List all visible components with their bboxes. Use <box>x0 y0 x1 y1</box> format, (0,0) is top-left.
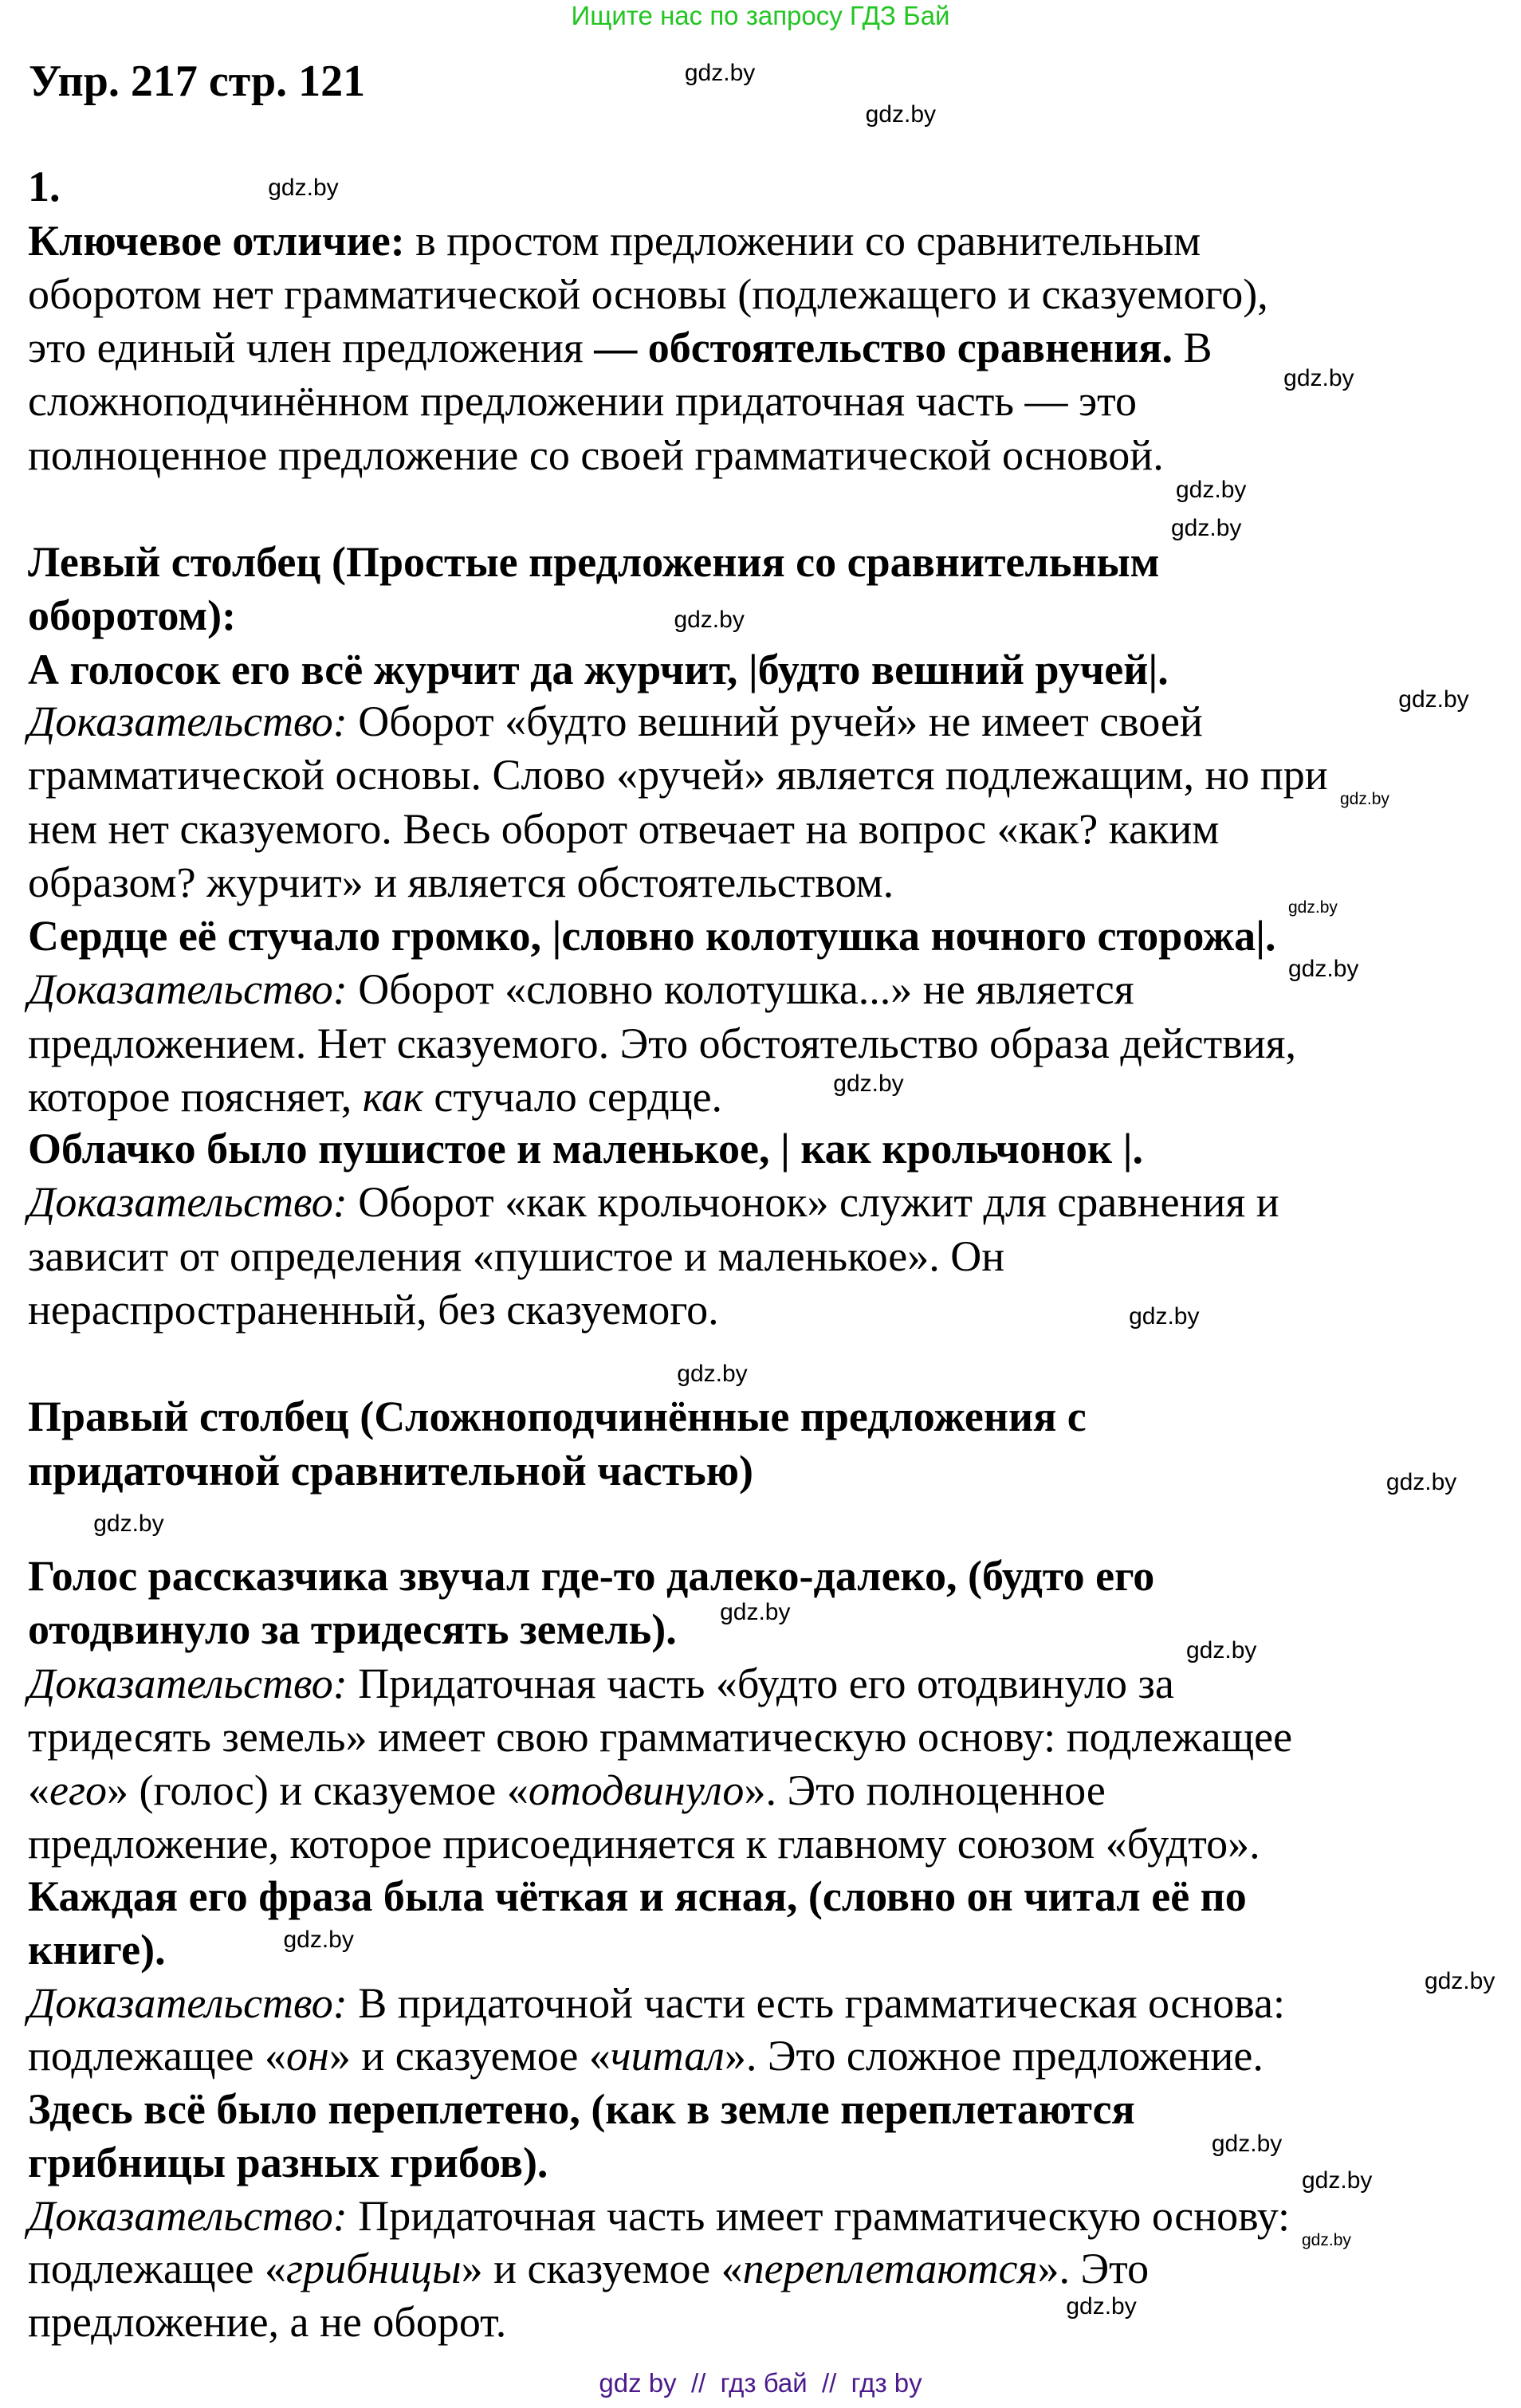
watermark-text: gdz.by <box>684 60 756 86</box>
text: образом? журчит» и является обстоятельством. <box>28 858 894 906</box>
bold-text: Сердце её стучало громко, |словно колотушка ночного сторожа|. <box>28 912 1276 960</box>
watermark-text: gdz.by <box>677 1361 748 1387</box>
text-line <box>28 378 1137 424</box>
top-search-banner[interactable]: Ищите нас по запросу ГДЗ Бай <box>571 1 950 30</box>
italic-text: Доказательство: <box>28 965 348 1014</box>
italic-text: читал <box>610 2031 725 2080</box>
text-line <box>28 432 1164 478</box>
text: которое поясняет, <box>28 1072 363 1121</box>
bold-text: книге). <box>28 1926 166 1974</box>
text-line <box>28 271 1268 317</box>
text: полноценное предложение со своей грамматической основой. <box>28 430 1164 479</box>
text-line <box>28 913 1276 959</box>
watermark-text: gdz.by <box>865 101 936 128</box>
text-line <box>28 163 61 210</box>
text: тридесять земель» имеет свою грамматическую основу: подлежащее <box>28 1712 1293 1761</box>
text: грамматической основы. Слово «ручей» является подлежащим, но при <box>28 751 1328 799</box>
text-line <box>28 1714 1292 1760</box>
watermark-text: gdz.by <box>1288 956 1359 982</box>
italic-text: Доказательство: <box>28 1979 348 2028</box>
italic-text: Доказательство: <box>28 697 348 745</box>
text-line <box>28 1125 1143 1172</box>
text: нераспространенный, без сказуемого. <box>28 1285 719 1334</box>
text-line <box>28 1821 1260 1867</box>
text: стучало сердце. <box>422 1072 723 1121</box>
text: ». Это сложное предложение. <box>724 2031 1264 2080</box>
text: сложноподчинённом предложении придаточная часть — это <box>28 377 1138 426</box>
watermark-text: gdz.by <box>1129 1303 1200 1330</box>
text-line <box>28 218 1201 264</box>
text-line <box>28 1767 1106 1813</box>
text-line <box>28 806 1219 852</box>
watermark-text: gdz.by <box>1176 477 1247 503</box>
bold-text: 1. <box>28 163 61 211</box>
text-line <box>28 1393 1087 1440</box>
text: нем нет сказуемого. Весь оборот отвечает на вопрос «как? каким <box>28 804 1220 853</box>
bold-text: Голос рассказчика звучал где-то далеко-далеко, (будто его <box>28 1552 1155 1601</box>
watermark-text: gdz.by <box>268 175 339 201</box>
text-line <box>28 1020 1296 1067</box>
text: подлежащее « <box>28 2031 287 2080</box>
text: это единый член предложения <box>28 324 595 372</box>
bold-text: Здесь всё было переплетено, (как в земле переплетаются <box>28 2084 1135 2133</box>
text-line <box>28 2193 1290 2239</box>
text: В <box>1172 324 1212 372</box>
text: » (голос) и сказуемое « <box>107 1766 529 1815</box>
text: Оборот «как крольчонок» служит для сравнения и <box>347 1178 1279 1227</box>
text-line <box>28 2299 506 2345</box>
watermark-text: gdz.by <box>1340 790 1389 808</box>
watermark-text: gdz.by <box>1302 2167 1373 2194</box>
bold-text: Левый столбец (Простые предложения со сравнительным <box>28 538 1160 587</box>
bold-text: А голосок его всё журчит да журчит, |будто вешний ручей|. <box>28 645 1169 693</box>
text: оборотом нет грамматической основы (подлежащего и сказуемого), <box>28 269 1268 318</box>
text-line <box>28 2245 1149 2292</box>
bold-text: отодвинуло за тридесять земель). <box>28 1605 677 1654</box>
text-line <box>28 859 894 905</box>
text-line <box>28 592 236 638</box>
italic-text: грибницы <box>286 2244 462 2292</box>
italic-text: Доказательство: <box>28 1659 348 1707</box>
text: предложением. Нет сказуемого. Это обстоятельство образа действия, <box>28 1019 1296 1067</box>
watermark-text: gdz.by <box>833 1070 904 1097</box>
text-line <box>28 2086 1135 2132</box>
italic-text: отодвинуло <box>528 1766 745 1815</box>
text-line <box>28 1927 166 1973</box>
text-line <box>28 1606 677 1652</box>
text-line <box>28 1179 1279 1225</box>
text: предложение, а не оборот. <box>28 2297 507 2346</box>
text-line <box>28 698 1203 744</box>
text: Оборот «будто вешний ручей» не имеет своей <box>347 697 1203 745</box>
watermark-text: gdz.by <box>1398 686 1469 713</box>
watermark-text: gdz.by <box>1186 1637 1257 1664</box>
text-line <box>28 1980 1285 2026</box>
bold-text: — обстоятельство сравнения. <box>594 324 1173 372</box>
text-line <box>28 539 1159 585</box>
text: подлежащее « <box>28 2244 287 2292</box>
text: В придаточной части есть грамматическая основа: <box>347 1979 1285 2028</box>
watermark-text: gdz.by <box>1302 2231 1351 2249</box>
bold-text: Ключевое отличие: <box>28 216 405 265</box>
text: Придаточная часть «будто его отодвинуло за <box>347 1659 1174 1707</box>
bold-text: придаточной сравнительной частью) <box>28 1446 753 1495</box>
watermark-text: gdz.by <box>93 1510 164 1537</box>
text: « <box>28 1766 49 1815</box>
watermark-text: gdz.by <box>283 1927 354 1953</box>
italic-text: переплетаются <box>742 2244 1038 2292</box>
text: в простом предложении со сравнительным <box>404 216 1201 265</box>
bold-text: Правый столбец (Сложноподчинённые предложения с <box>28 1393 1087 1441</box>
text-line <box>28 1873 1247 1919</box>
bold-text: грибницы разных грибов). <box>28 2139 548 2187</box>
text-line <box>28 1233 1004 1279</box>
bold-text: оборотом): <box>28 591 237 640</box>
text-line <box>28 752 1328 798</box>
text-line <box>28 1660 1174 1707</box>
bold-text: Облачко было пушистое и маленькое, | как крольчонок |. <box>28 1125 1144 1173</box>
text: Оборот «словно колотушка...» не является <box>347 965 1134 1014</box>
italic-text: как <box>362 1072 423 1121</box>
text: » и сказуемое « <box>461 2244 743 2292</box>
text-line <box>28 2139 548 2186</box>
watermark-text: gdz.by <box>1283 365 1354 391</box>
text-line <box>28 1553 1154 1599</box>
italic-text: его <box>49 1766 108 1815</box>
text-line <box>28 966 1134 1012</box>
watermark-text: gdz.by <box>674 607 745 633</box>
text-line <box>28 2033 1264 2079</box>
text-line <box>28 1074 722 1120</box>
text-line <box>28 1448 753 1494</box>
italic-text: Доказательство: <box>28 2192 348 2241</box>
text: Придаточная часть имеет грамматическую основу: <box>347 2192 1291 2241</box>
text: зависит от определения «пушистое и маленькое». Он <box>28 1231 1005 1280</box>
watermark-text: gdz.by <box>1211 2131 1283 2157</box>
page-title: Упр. 217 стр. 121 <box>29 57 366 106</box>
bottom-site-banner[interactable]: gdz by // гдз бай // гдз by <box>599 2368 922 2398</box>
watermark-text: gdz.by <box>1171 515 1242 541</box>
text: ». Это <box>1037 2244 1150 2292</box>
bold-text: Каждая его фраза была чёткая и ясная, (словно он читал её по <box>28 1872 1247 1920</box>
text: » и сказуемое « <box>328 2031 611 2080</box>
italic-text: он <box>286 2031 329 2080</box>
text-line <box>28 324 1212 371</box>
watermark-text: gdz.by <box>1288 898 1338 917</box>
text: ». Это полноценное <box>744 1766 1106 1815</box>
text: предложение, которое присоединяется к главному союзом «будто». <box>28 1820 1260 1868</box>
italic-text: Доказательство: <box>28 1178 348 1227</box>
text-line <box>28 646 1169 693</box>
watermark-text: gdz.by <box>720 1599 791 1625</box>
text-line <box>28 1286 719 1333</box>
watermark-text: gdz.by <box>1066 2293 1137 2320</box>
watermark-text: gdz.by <box>1424 1968 1495 1994</box>
watermark-text: gdz.by <box>1385 1469 1457 1495</box>
